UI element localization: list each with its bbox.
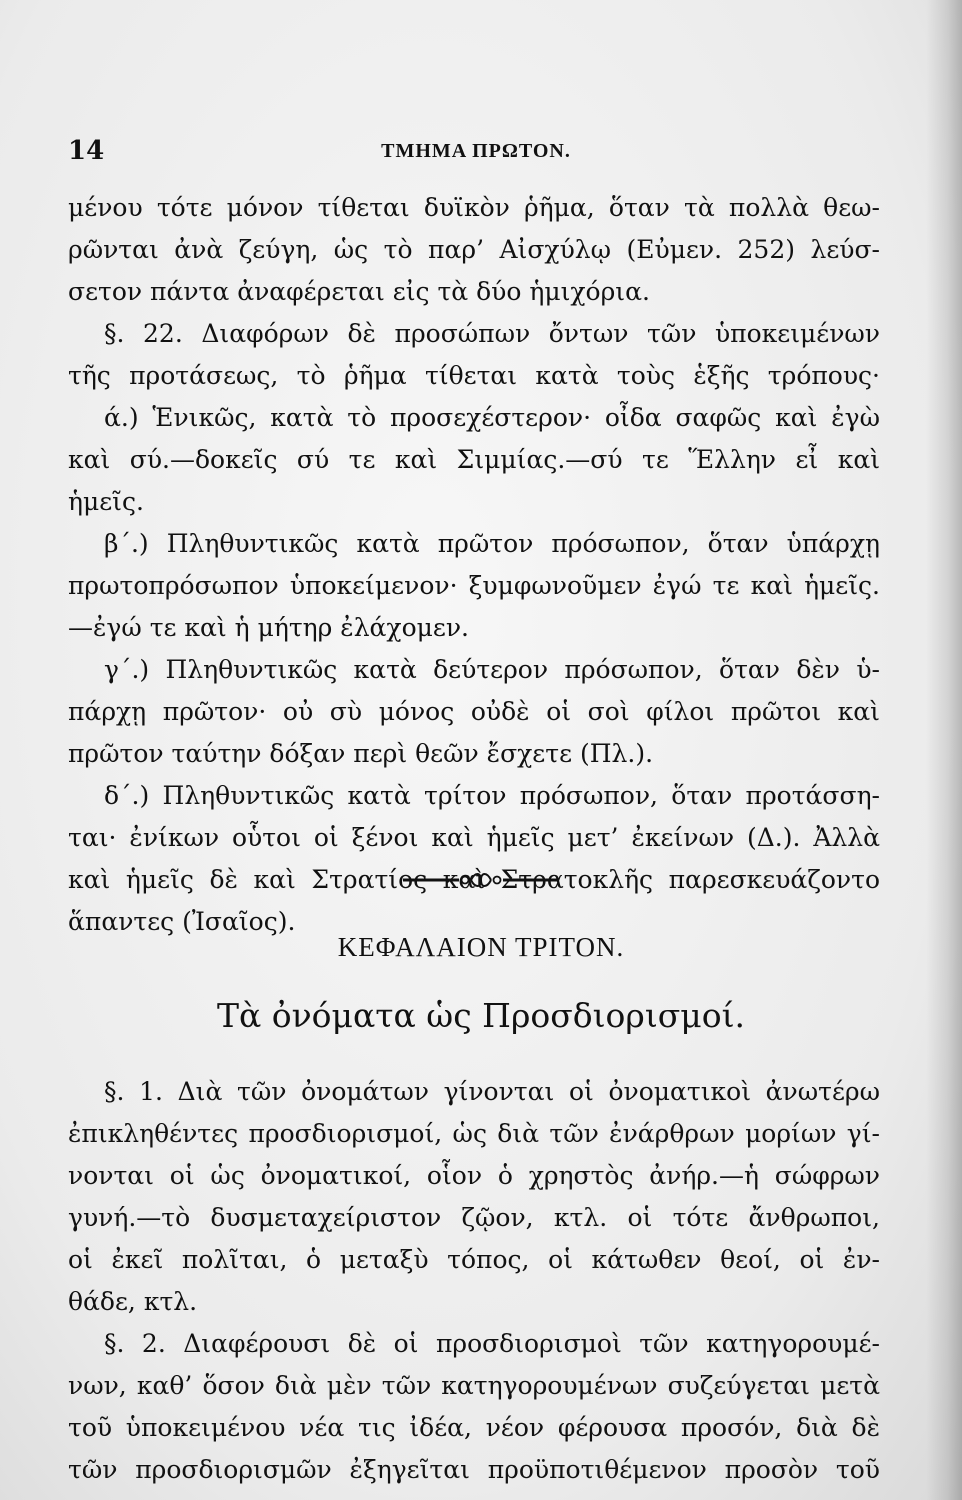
text-line: θάδε, κτλ. bbox=[68, 1287, 198, 1316]
text-line: §. 2. Διαφέρουσι δὲ οἱ προσδιορισμοὶ τῶν κατηγορουμέ- bbox=[104, 1329, 880, 1358]
text-line: τοῦ ὑποκειμένου νέα τις ἰδέα, νέον φέρουσα προσόν, διὰ δὲ bbox=[68, 1413, 880, 1442]
chapter-subtitle: Τὰ ὀνόματα ὡς Προσδιορισμοί. bbox=[216, 996, 746, 1035]
running-head: ΤΜΗΜΑ ΠΡΩΤΟΝ. bbox=[381, 140, 571, 162]
ornament-divider-icon bbox=[401, 868, 561, 892]
text-line: β΄.) Πληθυντικῶς κατὰ πρῶτον πρόσωπον, ὅταν ὑπάρχῃ bbox=[104, 529, 880, 558]
text-line: καὶ ἡμεῖς δὲ καὶ Στρατίος καὶ Στρατοκλῆς παρεσκευάζοντο bbox=[68, 865, 880, 894]
text-line: καὶ σύ.—δοκεῖς σύ τε καὶ Σιμμίας.—σύ τε Ἕλλην εἶ καὶ bbox=[68, 445, 880, 474]
text-line: σετον πάντα ἀναφέρεται εἰς τὰ δύο ἡμιχόρια. bbox=[68, 277, 650, 306]
text-line: νονται οἱ ὡς ὀνοματικοί, οἷον ὁ χρηστὸς ἀνήρ.—ἡ σώφρων bbox=[68, 1161, 880, 1190]
text-line: πάρχῃ πρῶτον· οὐ σὺ μόνος οὐδὲ οἱ σοὶ φίλοι πρῶτοι καὶ bbox=[68, 697, 880, 726]
chapter-title: ΚΕΦΑΛΑΙΟΝ ΤΡΙΤΟΝ. bbox=[337, 932, 625, 962]
text-line: ρῶνται ἀνὰ ζεύγη, ὡς τὸ παρ’ Αἰσχύλῳ (Εὐμεν. 252) λεύσ- bbox=[68, 235, 880, 264]
text-line: §. 22. Διαφόρων δὲ προσώπων ὄντων τῶν ὑποκειμένων bbox=[104, 319, 880, 348]
text-line: τῶν προσδιορισμῶν ἐξηγεῖται προϋποτιθέμενον προσὸν τοῦ bbox=[68, 1455, 880, 1484]
text-line: ἐπικληθέντες προσδιορισμοί, ὡς διὰ τῶν ἐνάρθρων μορίων γί- bbox=[68, 1119, 880, 1148]
page-number: 14 bbox=[68, 136, 105, 166]
text-line: νων, καθ’ ὅσον διὰ μὲν τῶν κατηγορουμένων συζεύγεται μετὰ bbox=[68, 1371, 880, 1400]
text-line: δ΄.) Πληθυντικῶς κατὰ τρίτον πρόσωπον, ὅταν προτάσση- bbox=[104, 781, 880, 810]
text-line: ά.) Ἑνικῶς, κατὰ τὸ προσεχέστερον· οἶδα σαφῶς καὶ ἐγὼ bbox=[104, 403, 880, 432]
text-line: οἱ ἐκεῖ πολῖται, ὁ μεταξὺ τόπος, οἱ κάτωθεν θεοί, οἱ ἐν- bbox=[68, 1245, 880, 1274]
text-line: γυνή.—τὸ δυσμεταχείριστον ζῷον, κτλ. οἱ τότε ἄνθρωποι, bbox=[68, 1203, 880, 1232]
text-line: —ἐγώ τε καὶ ἡ μήτηρ ἐλάχομεν. bbox=[68, 613, 469, 642]
text-line: τῆς προτάσεως, τὸ ῥῆμα τίθεται κατὰ τοὺς ἑξῆς τρόπους· bbox=[68, 361, 880, 390]
text-line: §. 1. Διὰ τῶν ὀνομάτων γίνονται οἱ ὀνοματικοὶ ἀνωτέρω bbox=[104, 1077, 880, 1106]
page-header bbox=[68, 136, 884, 172]
text-line: μένου τότε μόνον τίθεται δυϊκὸν ῥῆμα, ὅταν τὰ πολλὰ θεω- bbox=[68, 193, 880, 222]
text-line: πρῶτον ταύτην δόξαν περὶ θεῶν ἔσχετε (Πλ.). bbox=[68, 739, 654, 768]
text-line: ται· ἐνίκων οὗτοι οἱ ξένοι καὶ ἡμεῖς μετ’ ἐκείνων (Δ.). Ἀλλὰ bbox=[68, 823, 880, 852]
text-line: γ΄.) Πληθυντικῶς κατὰ δεύτερον πρόσωπον, ὅταν δὲν ὑ- bbox=[104, 655, 880, 684]
text-line: ἡμεῖς. bbox=[68, 487, 144, 516]
text-line: ἅπαντες (Ἰσαῖος). bbox=[68, 907, 296, 936]
page-edge-shadow bbox=[926, 0, 962, 1500]
text-line: πρωτοπρόσωπον ὑποκείμενον· ξυμφωνοῦμεν ἐγώ τε καὶ ἡμεῖς. bbox=[68, 571, 880, 600]
